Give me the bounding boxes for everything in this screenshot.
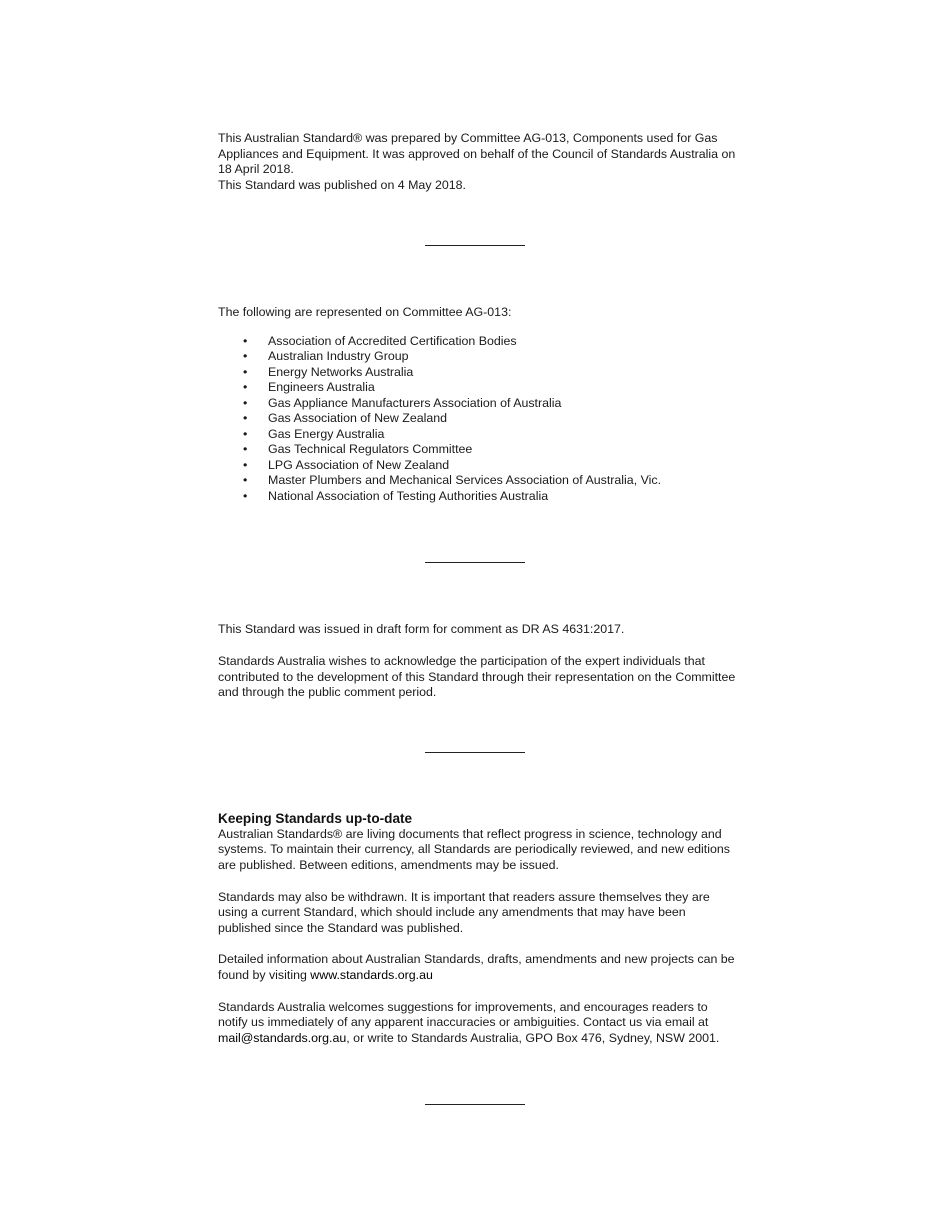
committee-label: The following are represented on Committee AG-013:	[218, 305, 512, 320]
list-item	[218, 396, 738, 412]
list-item	[218, 489, 738, 505]
member-name: Australian Industry Group	[268, 349, 409, 364]
list-item	[218, 334, 738, 350]
member-name: Engineers Australia	[268, 380, 375, 395]
committee-member-list	[218, 334, 738, 505]
member-name: Gas Technical Regulators Committee	[268, 442, 473, 457]
member-name: Gas Association of New Zealand	[268, 411, 448, 426]
suggestions-paragraph	[218, 1000, 738, 1047]
bullet-icon: •	[243, 380, 248, 395]
bullet-icon: •	[243, 426, 248, 441]
member-name: LPG Association of New Zealand	[268, 457, 450, 472]
website-link[interactable]: www.standards.org.au	[310, 968, 433, 982]
draft-issue-statement: This Standard was issued in draft form for comment as DR AS 4631:2017.	[218, 622, 625, 637]
prepared-by-statement: This Australian Standard® was prepared by Committee AG-013, Components used for Gas Appliances and Equipment. It was approved on behalf of the Council of Standards Australia on 18 April 2018.	[218, 131, 736, 177]
list-item	[218, 349, 738, 365]
member-name: National Association of Testing Authorities Australia	[268, 488, 549, 503]
member-name: Gas Appliance Manufacturers Association of Australia	[268, 395, 562, 410]
withdrawn-paragraph: Standards may also be withdrawn. It is important that readers assure themselves they are using a current Standard, which should include any amendments that may have been published since the Standard was published.	[218, 889, 710, 935]
bullet-icon: •	[243, 333, 248, 348]
list-item	[218, 473, 738, 489]
list-item	[218, 427, 738, 443]
bullet-icon: •	[243, 395, 248, 410]
bullet-icon: •	[243, 411, 248, 426]
bullet-icon: •	[243, 442, 248, 457]
living-documents-paragraph: Australian Standards® are living documents that reflect progress in science, technology and systems. To maintain their currency, all Standards are periodically reviewed, and new editions are published. Between editions, amendments may be issued.	[218, 826, 730, 873]
list-item	[218, 411, 738, 427]
information-text: Detailed information about Australian Standards, drafts, amendments and new projects can be found by visiting	[218, 952, 735, 982]
section-heading: Keeping Standards up-to-date	[218, 810, 413, 826]
member-name: Energy Networks Australia	[268, 364, 414, 379]
member-name: Master Plumbers and Mechanical Services Association of Australia, Vic.	[268, 473, 662, 488]
bullet-icon: •	[243, 473, 248, 488]
bullet-icon: •	[243, 349, 248, 364]
email-link[interactable]: mail@standards.org.au	[218, 1030, 347, 1045]
acknowledgement-paragraph: Standards Australia wishes to acknowledge the participation of the expert individuals that contributed to the development of this Standard through their representation on the Committee and through the public comment period.	[218, 654, 736, 700]
document-page	[218, 131, 738, 1105]
list-item	[218, 442, 738, 458]
suggestions-text: Standards Australia welcomes suggestions for improvements, and encourages readers to notify us immediately of any apparent inaccuracies or ambiguities. Contact us via email at	[218, 999, 709, 1030]
list-item	[218, 380, 738, 396]
member-name: Gas Energy Australia	[268, 426, 385, 441]
member-name: Association of Accredited Certification Bodies	[268, 333, 517, 348]
information-paragraph	[218, 952, 738, 983]
bullet-icon: •	[243, 364, 248, 379]
section-divider	[425, 1104, 525, 1105]
published-date-statement: This Standard was published on 4 May 2018.	[218, 177, 466, 192]
postal-address-text: , or write to Standards Australia, GPO Box 476, Sydney, NSW 2001.	[346, 1030, 720, 1045]
bullet-icon: •	[243, 457, 248, 472]
bullet-icon: •	[243, 488, 248, 503]
list-item	[218, 365, 738, 381]
list-item	[218, 458, 738, 474]
